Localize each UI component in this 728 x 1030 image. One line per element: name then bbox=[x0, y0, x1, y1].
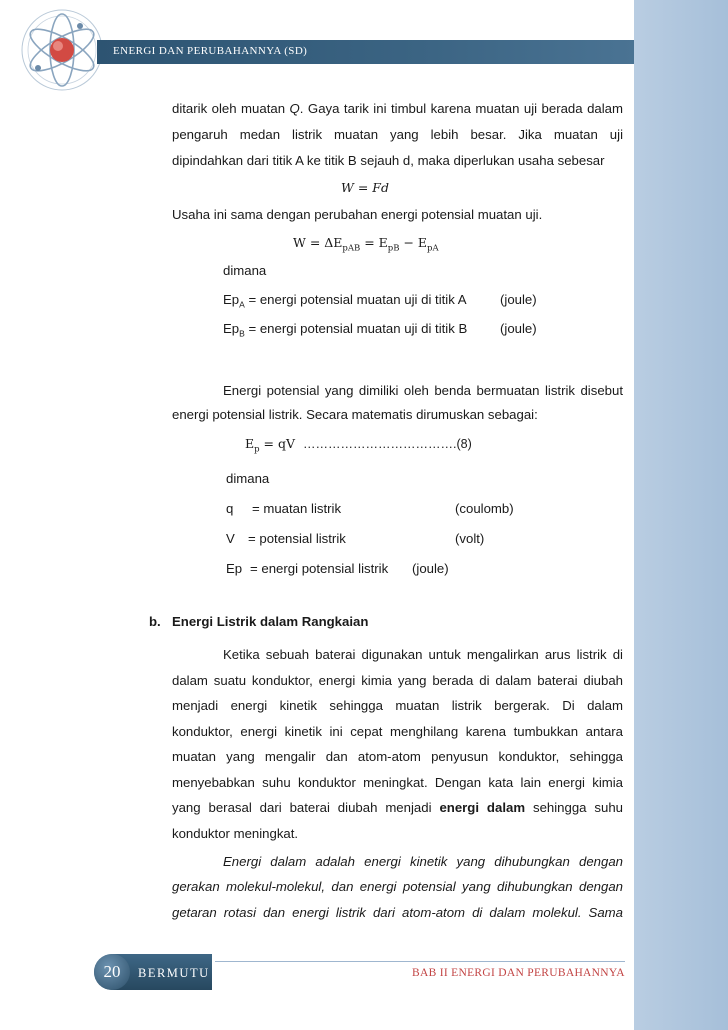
paragraph-line: energi potensial listrik. Secara matematis dirumuskan sebagai: bbox=[172, 407, 538, 422]
unit-joule: (joule) bbox=[500, 292, 537, 307]
unit-joule: (joule) bbox=[500, 321, 537, 336]
paragraph-line: ditarik oleh muatan Q. Gaya tarik ini timbul karena muatan uji berada dalam bbox=[172, 101, 623, 116]
atom-logo-icon bbox=[18, 6, 106, 94]
dimana-label: dimana bbox=[226, 471, 270, 486]
page-number: 20 bbox=[94, 954, 130, 990]
paragraph-line: dipindahkan dari titik A ke titik B sejauh d, maka diperlukan usaha sebesar bbox=[172, 153, 605, 168]
sentence: Usaha ini sama dengan perubahan energi potensial muatan uji. bbox=[172, 207, 543, 222]
paragraph-line: Ketika sebuah baterai digunakan untuk mengalirkan arus listrik di bbox=[223, 647, 623, 662]
paragraph-line: getaran rotasi dan energi listrik dari atom-atom di dalam molekul. Sama bbox=[172, 905, 623, 920]
section-title: Energi Listrik dalam Rangkaian bbox=[172, 614, 369, 629]
paragraph-line: dalam suatu konduktor, energi kimia yang berada di dalam baterai diubah bbox=[172, 673, 623, 688]
header-title: ENERGI DAN PERUBAHANNYA (SD) bbox=[113, 45, 308, 57]
paragraph-line: konduktor meningkat. bbox=[172, 826, 299, 841]
paragraph-line: yang berasal dari baterai diubah menjadi energi dalam sehingga suhu bbox=[172, 800, 624, 815]
symbol-ep: Ep bbox=[226, 561, 243, 576]
paragraph-line: Energi dalam adalah energi kinetik yang dihubungkan dengan bbox=[223, 854, 623, 869]
paragraph-line: gerakan molekul-molekul, dan energi potensial yang dihubungkan dengan bbox=[172, 879, 623, 894]
paragraph-line: menjadi energi kinetik sehingga muatan listrik bergerak. Di dalam bbox=[172, 698, 623, 713]
footer-divider bbox=[215, 961, 625, 962]
paragraph-line: muatan yang mengalir dan atom-atom penyusun konduktor, sehingga bbox=[172, 749, 623, 764]
definition-ep: = energi potensial listrik bbox=[250, 561, 389, 576]
equation-delta-ep: $W = \Delta E_{pAB} = E_{pB} - E_{pA}$ bbox=[293, 235, 439, 254]
dimana-label: dimana bbox=[223, 263, 267, 278]
equation-ep-qv: $E_p$ = qV ……………………………….(8) bbox=[245, 436, 472, 455]
paragraph-line: menyebabkan suhu konduktor meningkat. Dengan kata lain energi kimia bbox=[172, 775, 623, 790]
brand-label: BERMUTU bbox=[138, 966, 210, 980]
unit-volt: (volt) bbox=[455, 531, 485, 546]
definition-epb: $Ep_B$ = energi potensial muatan uji di titik B bbox=[223, 321, 468, 339]
unit-coulomb: (coulomb) bbox=[455, 501, 514, 516]
definition-q: = muatan listrik bbox=[252, 501, 342, 516]
symbol-q: q bbox=[226, 501, 234, 516]
definition-epa: $Ep_A$ = energi potensial muatan uji di titik A bbox=[223, 292, 467, 310]
section-label: b. bbox=[149, 614, 161, 629]
equation-w-fd: W = Fd bbox=[341, 180, 389, 195]
sidebar-band bbox=[634, 0, 728, 1030]
chapter-title: BAB II ENERGI DAN PERUBAHANNYA bbox=[412, 967, 625, 979]
paragraph-line: Energi potensial yang dimiliki oleh benda bermuatan listrik disebut bbox=[223, 383, 623, 398]
paragraph-line: konduktor, energi kinetik ini cepat menghilang karena tumbukkan antara bbox=[172, 724, 623, 739]
definition-v: = potensial listrik bbox=[248, 531, 346, 546]
symbol-v: V bbox=[226, 531, 235, 546]
paragraph-line: pengaruh medan listrik muatan yang lebih besar. Jika muatan uji bbox=[172, 127, 623, 142]
unit-joule: (joule) bbox=[412, 561, 449, 576]
